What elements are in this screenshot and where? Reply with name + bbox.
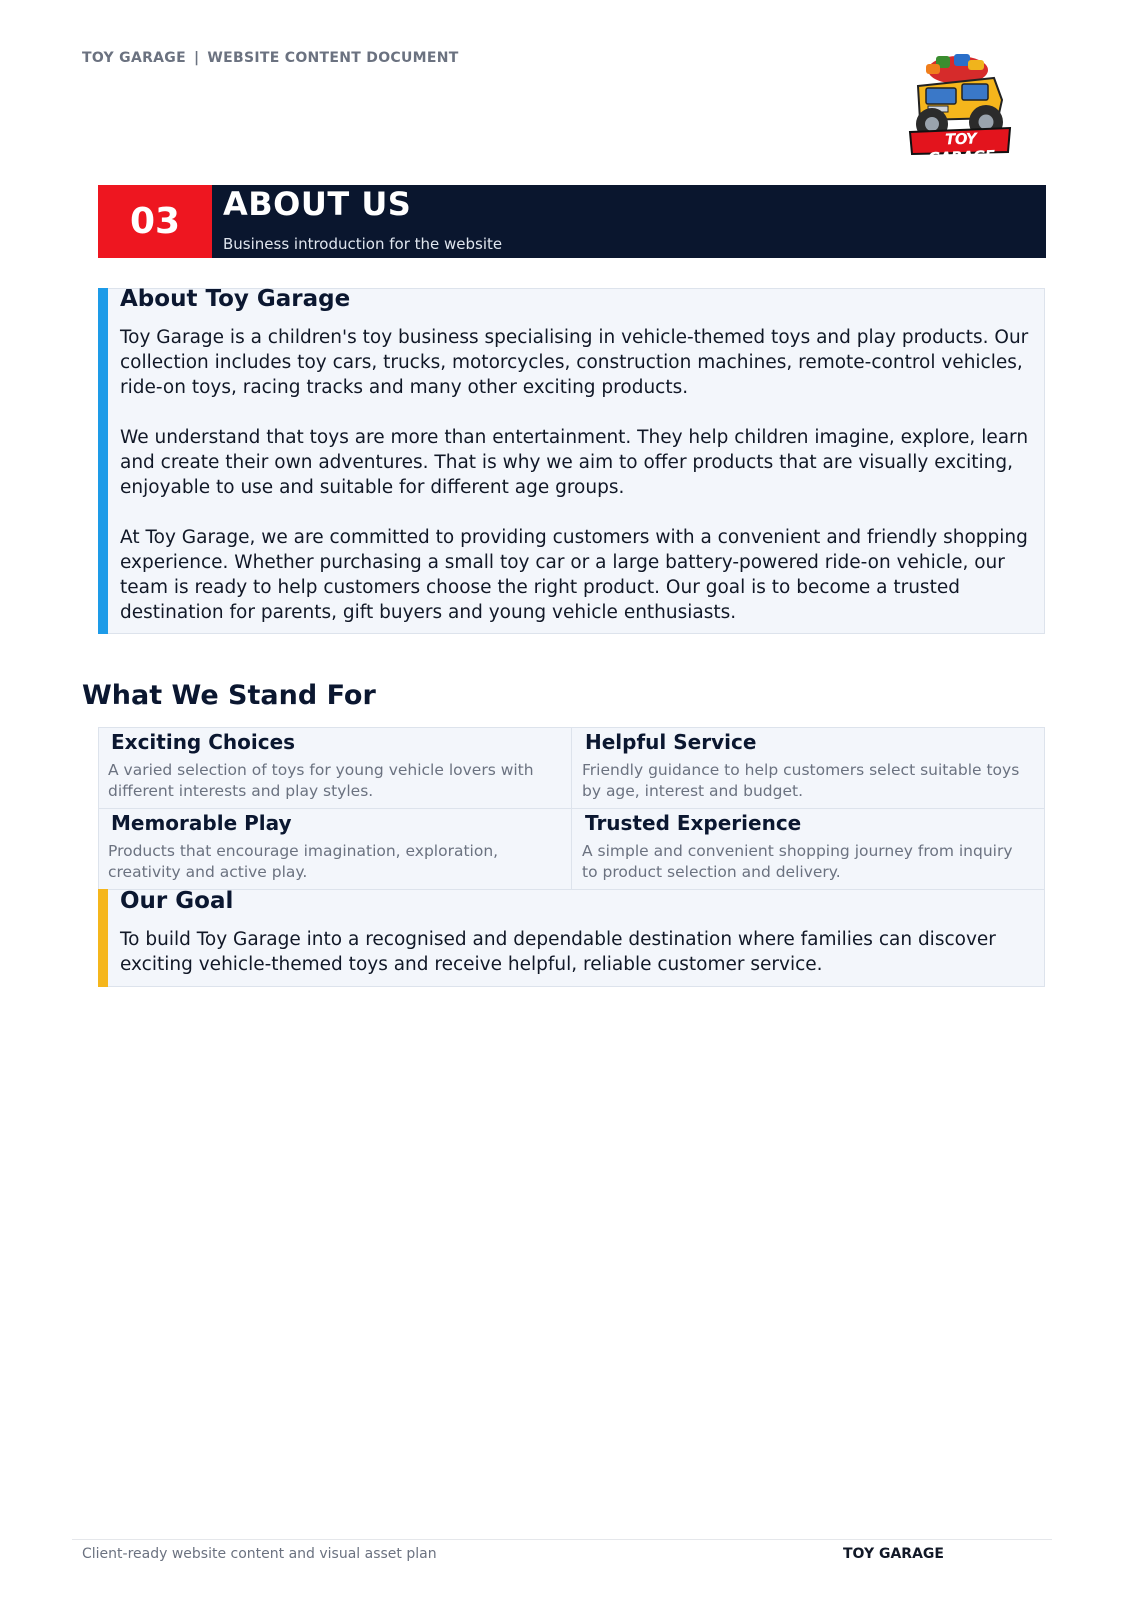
- values-heading: What We Stand For: [82, 680, 376, 711]
- goal-text: To build Toy Garage into a recognised and dependable destination where families can discover exciting vehicle-themed toys and receive helpful, reliable customer service.: [120, 929, 996, 975]
- goal-accent-bar: [98, 889, 108, 987]
- about-title: About Toy Garage: [120, 286, 351, 312]
- about-body: [120, 325, 1030, 650]
- about-paragraph: Toy Garage is a children's toy business specialising in vehicle-themed toys and play products. Our collection includes toy cars, trucks, motorcycles, construction machines, remote-control vehicles, ride-on toys, racing tracks and many other exciting products.: [120, 327, 1029, 398]
- header-brand: TOY GARAGE: [82, 50, 186, 66]
- footer-brand: TOY GARAGE: [843, 1546, 944, 1562]
- goal-title: Our Goal: [120, 888, 234, 914]
- value-title-trusted-experience: Trusted Experience: [585, 811, 802, 835]
- value-desc-trusted-experience: A simple and convenient shopping journey from inquiry to product selection and delivery.: [582, 842, 1013, 881]
- value-desc-exciting-choices: A varied selection of toys for young vehicle lovers with different interests and play styles.: [108, 761, 534, 800]
- about-accent-bar: [98, 288, 108, 634]
- logo-text: TOY GARAGE: [927, 129, 995, 168]
- value-title-exciting-choices: Exciting Choices: [111, 730, 296, 754]
- value-title-helpful-service: Helpful Service: [585, 730, 757, 754]
- section-number: 03: [98, 185, 212, 258]
- header-doc-type: WEBSITE CONTENT DOCUMENT: [207, 50, 459, 66]
- value-desc-memorable-play: Products that encourage imagination, exploration, creativity and active play.: [108, 842, 499, 881]
- about-paragraph: We understand that toys are more than entertainment. They help children imagine, explore, learn and create their own adventures. That is why we aim to offer products that are visually exciting, enjoyable to use and suitable for different age groups.: [120, 427, 1029, 498]
- section-banner: [98, 185, 1046, 258]
- section-subtitle: Business introduction for the website: [223, 235, 503, 253]
- header-separator: |: [193, 50, 200, 66]
- value-title-memorable-play: Memorable Play: [111, 811, 292, 835]
- grid-divider-horizontal: [98, 808, 1045, 809]
- value-desc-helpful-service: Friendly guidance to help customers select suitable toys by age, interest and budget.: [582, 761, 1020, 800]
- about-paragraph: At Toy Garage, we are committed to providing customers with a convenient and friendly shopping experience. Whether purchasing a small toy car or a large battery-powered ride-on vehicle, our team is ready to help customers choose the right product. Our goal is to become a trusted destination for parents, gift buyers and young vehicle enthusiasts.: [120, 527, 1028, 623]
- footer-divider: [72, 1539, 1052, 1540]
- toy-garage-logo: [906, 48, 1016, 168]
- document-header: [82, 50, 459, 66]
- footer-left-text: Client-ready website content and visual asset plan: [82, 1546, 437, 1562]
- section-title: ABOUT US: [223, 185, 412, 223]
